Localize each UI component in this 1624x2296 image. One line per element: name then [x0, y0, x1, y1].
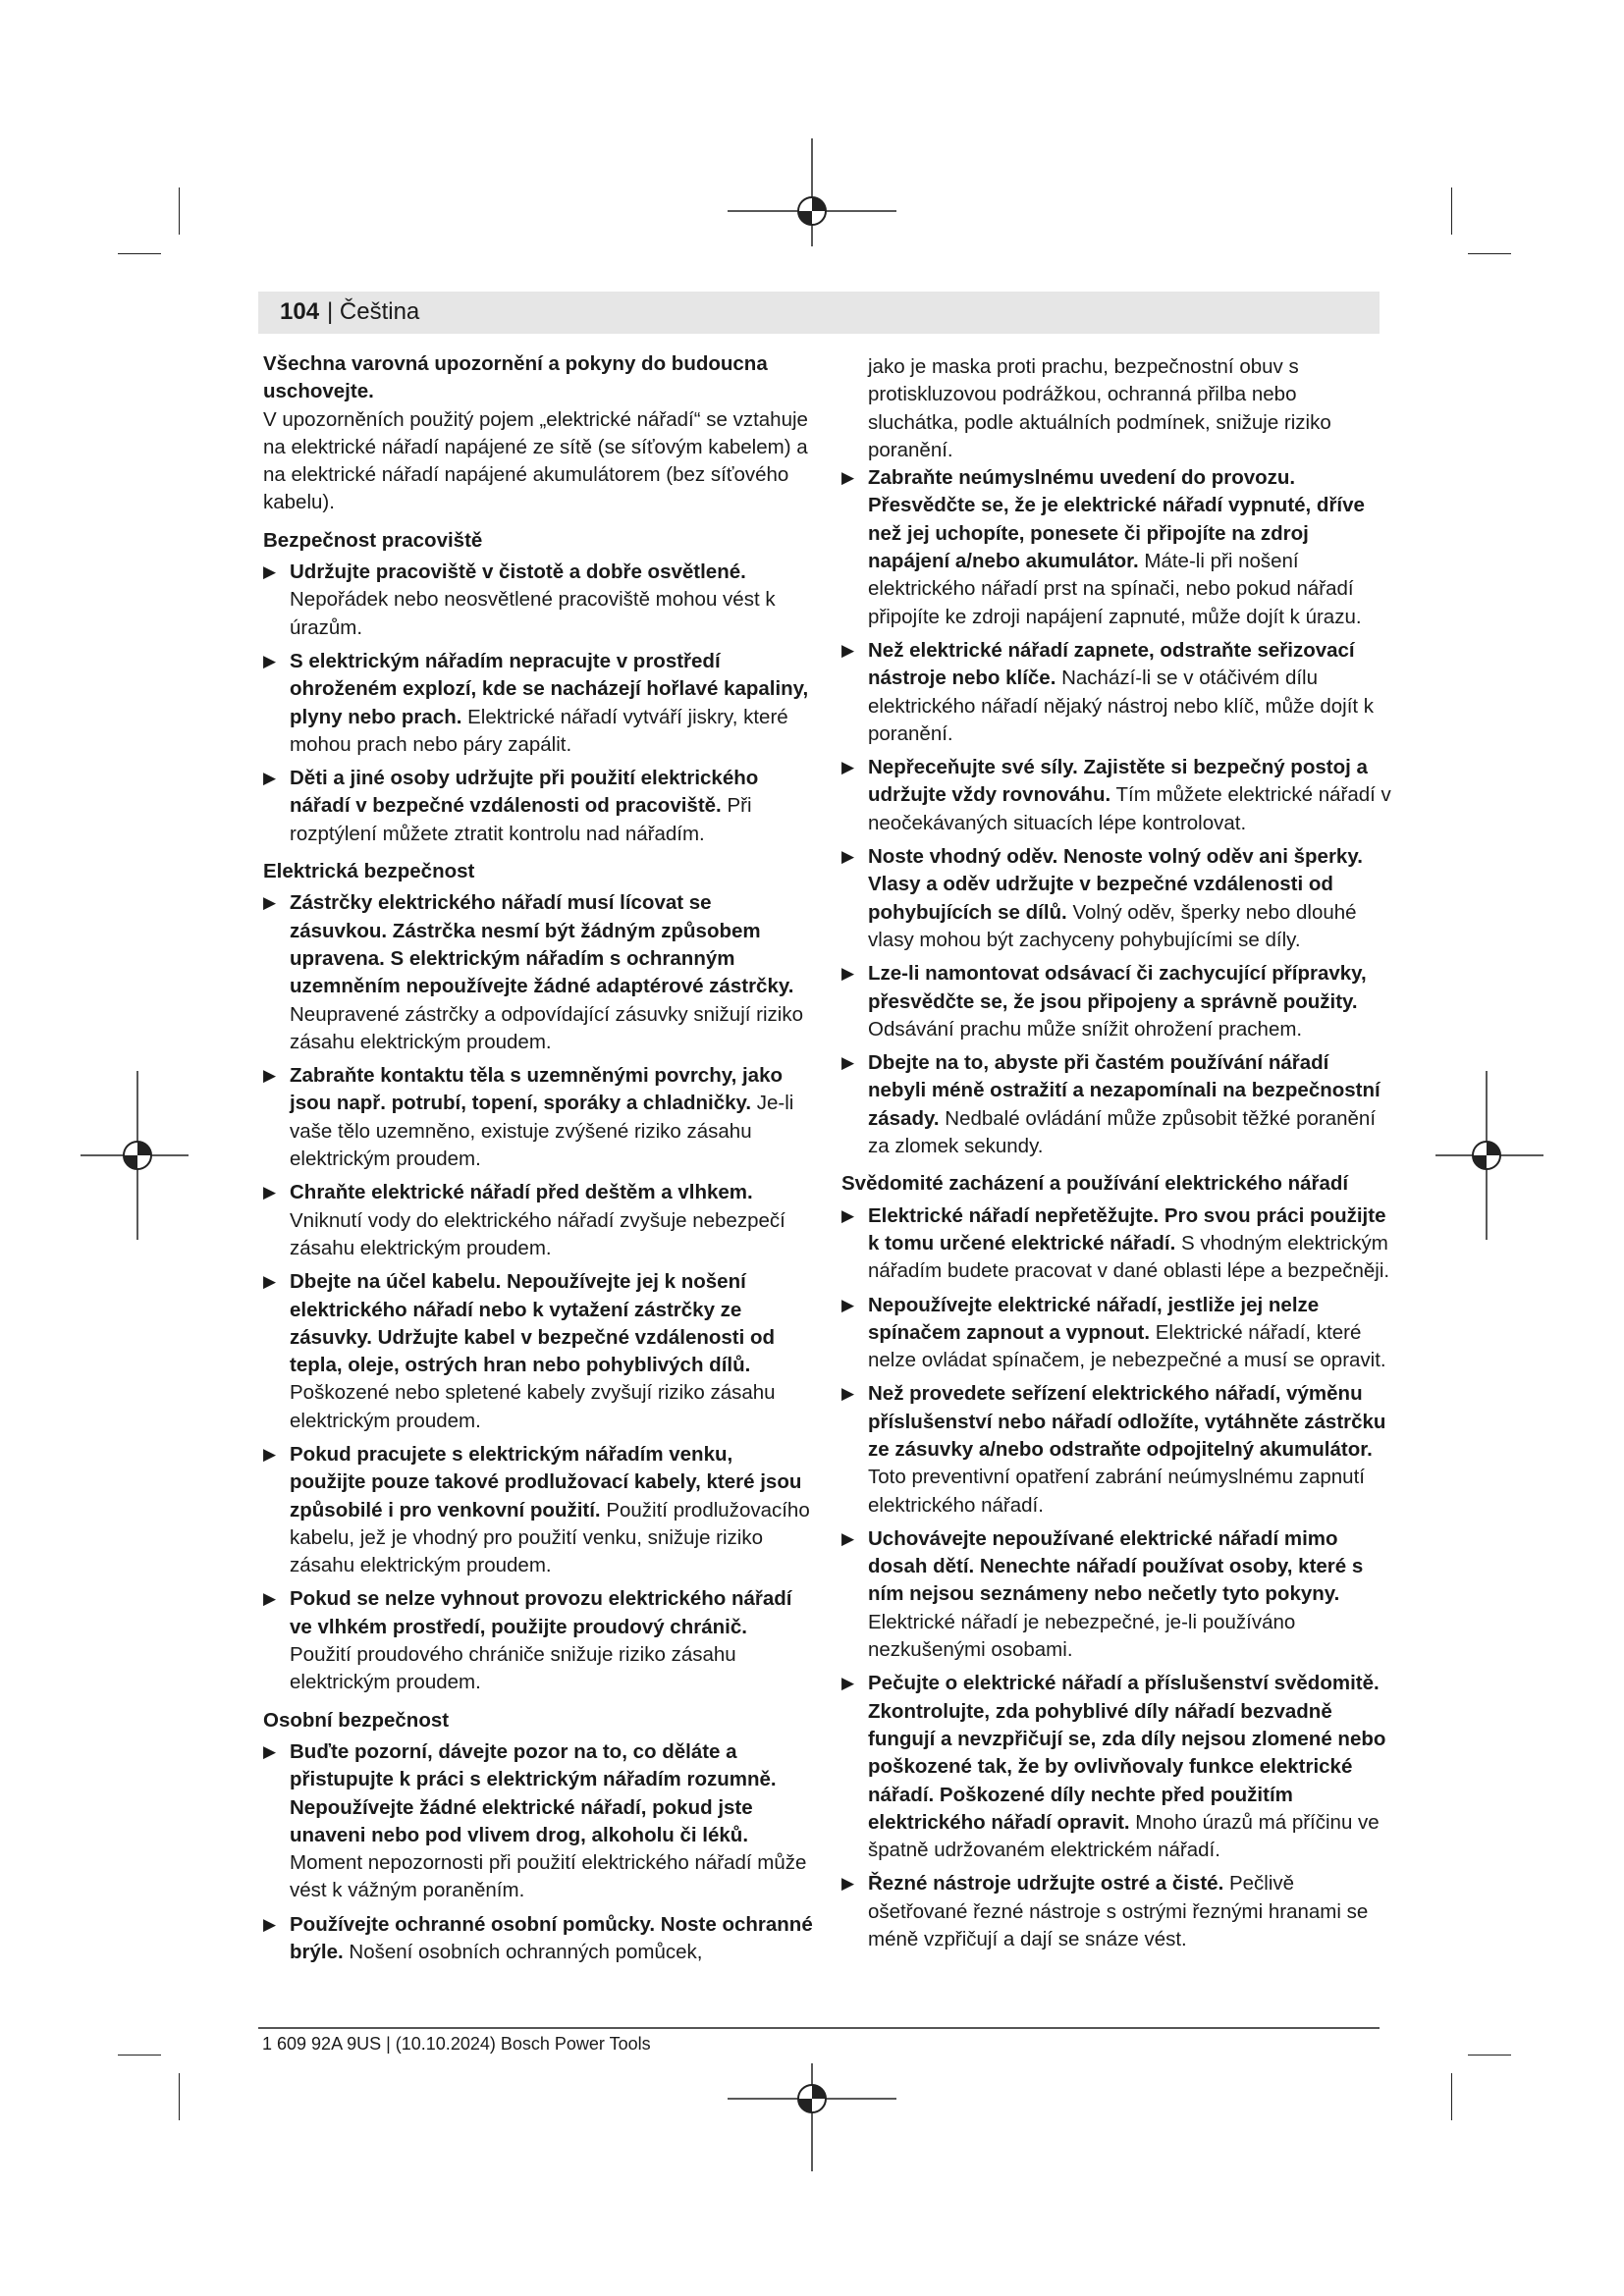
list-item: ▶ Pokud se nelze vyhnout provozu elektrického nářadí ve vlhkém prostředí, použijte proudový chránič. Použití proudového chrániče snižuje riziko zásahu elektrickým proudem. [263, 1587, 792, 1694]
list-item: ▶ Zabraňte kontaktu těla s uzemněnými povrchy, jako jsou např. potrubí, topení, sporáky a chladničky. Je-li vaše tělo uzemněno, existuje zvýšené riziko zásahu elektrickým proudem. [263, 1064, 794, 1171]
list-item: ▶ Udržujte pracoviště v čistotě a dobře osvětlené. Nepořádek nebo neosvětlené pracoviště mohou vést k úrazům. [263, 561, 776, 639]
crop-mark [179, 2073, 180, 2120]
arrow-bullet-icon: ▶ [263, 1183, 277, 1202]
arrow-bullet-icon: ▶ [841, 1874, 855, 1894]
page-language [327, 298, 419, 326]
registration-mark-bottom [728, 2063, 896, 2171]
list-item: ▶ Dbejte na to, abyste při častém používání nářadí nebyli méně ostražití a nezapomínali na bezpečnostní zásady. Nedbalé ovládání může způsobit těžké poranění za zlomek sekundy. [841, 1051, 1380, 1158]
list-item: ▶ Než elektrické nářadí zapnete, odstraňte seřizovací nástroje nebo klíče. Nachází-li se v otáčivém dílu elektrického nářadí nějaký nástroj nebo klíč, může dojít k poranění. [841, 638, 1375, 745]
list-item: ▶ Lze-li namontovat odsávací či zachycující přípravky, přesvědčte se, že jsou připojeny a správně použity. Odsávání prachu může snížit ohrožení prachem. [841, 962, 1367, 1041]
section-title-tool-use: Svědomité zacházení a používání elektrického nářadí [841, 1172, 1349, 1196]
arrow-bullet-icon: ▶ [263, 1066, 277, 1086]
language-label: Čeština [339, 298, 420, 325]
crop-mark [118, 2055, 161, 2056]
list-item: ▶ Uchovávejte nepoužívané elektrické nářadí mimo dosah dětí. Nenechte nářadí používat osoby, které s ním nejsou seznámeny nebo nečetly tyto pokyny. Elektrické nářadí je nebezpečné, je-li používáno nezkušenými osobami. [841, 1526, 1364, 1662]
arrow-bullet-icon: ▶ [841, 468, 855, 488]
continuation-text: jako je maska proti prachu, bezpečnostní obuv s protiskluzovou podrážkou, ochranná přilba nebo sluchátka, podle aktuálních podmínek, snižuje riziko poranění. [868, 355, 1331, 461]
arrow-bullet-icon: ▶ [841, 1674, 855, 1693]
arrow-bullet-icon: ▶ [263, 893, 277, 913]
list-item: ▶ Chraňte elektrické nářadí před deštěm a vlhkem. Vniknutí vody do elektrického nářadí zvyšuje nebezpečí zásahu elektrickým proudem. [263, 1181, 785, 1259]
registration-mark-right [1435, 1071, 1543, 1240]
arrow-bullet-icon: ▶ [841, 1053, 855, 1073]
section-title-workplace: Bezpečnost pracoviště [263, 528, 483, 552]
list-item: ▶ Než provedete seřízení elektrického nářadí, výměnu příslušenství nebo nářadí odložíte, vytáhněte zástrčku ze zásuvky a/nebo odstraňte odpojitelný akumulátor. Toto preventivní opatření zabrání neúmyslnému zapnutí elektrického nářadí. [841, 1382, 1386, 1517]
crop-mark [1468, 2055, 1511, 2056]
arrow-bullet-icon: ▶ [263, 1914, 277, 1934]
arrow-bullet-icon: ▶ [263, 562, 277, 582]
list-item: ▶ Pečujte o elektrické nářadí a příslušenství svědomitě. Zkontrolujte, zda pohyblivé díly nářadí bezvadně fungují a nevzpřičují se, zda díly nejsou zlomené nebo poškozené tak, že by ovlivňovaly funkce elektrické nářadí. Poškozené díly nechte před použitím elektrického nářadí opravit. Mnoho úrazů má příčinu ve špatně udržovaném elektrickém nářadí. [841, 1672, 1386, 1862]
arrow-bullet-icon: ▶ [263, 1741, 277, 1761]
section-title-personal: Osobní bezpečnost [263, 1708, 450, 1732]
arrow-bullet-icon: ▶ [841, 1295, 855, 1314]
footer-text: 1 609 92A 9US | (10.10.2024) Bosch Power Tools [262, 2034, 651, 2054]
registration-mark-left [81, 1071, 189, 1240]
arrow-bullet-icon: ▶ [263, 651, 277, 670]
intro-bold: Všechna varovná upozornění a pokyny do budoucna uschovejte. [263, 352, 768, 403]
list-item: ▶ Zabraňte neúmyslnému uvedení do provozu. Přesvědčte se, že je elektrické nářadí vypnuté, dříve než jej uchopíte, ponesete či připojíte na zdroj napájení a/nebo akumulátor. Máte-li při nošení elektrického nářadí prst na spínači, nebo pokud nářadí připojíte ke zdroji napájení zapnuté, může dojít k úrazu. [841, 466, 1365, 628]
crop-mark [1451, 187, 1452, 235]
right-column [841, 353, 1391, 1959]
arrow-bullet-icon: ▶ [841, 847, 855, 867]
left-column [263, 350, 813, 1972]
list-item: ▶ Elektrické nářadí nepřetěžujte. Pro svou práci použijte k tomu určené elektrické nářadí. S vhodným elektrickým nářadím budete pracovat v dané oblasti lépe a bezpečněji. [841, 1203, 1390, 1283]
arrow-bullet-icon: ▶ [841, 1528, 855, 1548]
list-item: ▶ Noste vhodný oděv. Nenoste volný oděv ani šperky. Vlasy a oděv udržujte v bezpečné vzdálenosti od pohybujících se dílů. Volný oděv, šperky nebo dlouhé vlasy mohou být zachyceny pohybujícími se díly. [841, 845, 1363, 951]
list-item: ▶ Buďte pozorní, dávejte pozor na to, co děláte a přistupujte k práci s elektrickým nářadím rozumně. Nepoužívejte žádné elektrické nářadí, pokud jste unaveni nebo pod vlivem drog, alkoholu či léků. Moment nepozornosti při použití elektrického nářadí může vést k vážným poraněním. [263, 1739, 807, 1902]
crop-mark [1451, 2073, 1452, 2120]
crop-mark [1468, 253, 1511, 254]
header-separator: | [327, 298, 334, 325]
footer-divider [258, 2027, 1380, 2029]
arrow-bullet-icon: ▶ [841, 758, 855, 777]
arrow-bullet-icon: ▶ [841, 964, 855, 984]
arrow-bullet-icon: ▶ [263, 1444, 277, 1464]
arrow-bullet-icon: ▶ [263, 1272, 277, 1292]
arrow-bullet-icon: ▶ [841, 1205, 855, 1225]
registration-mark-top [728, 138, 896, 246]
list-item: ▶ Nepřeceňujte své síly. Zajistěte si bezpečný postoj a udržujte vždy rovnováhu. Tím můžete elektrické nářadí v neočekávaných situacích lépe kontrolovat. [841, 756, 1391, 834]
arrow-bullet-icon: ▶ [263, 769, 277, 788]
list-item: ▶ Děti a jiné osoby udržujte při použití elektrického nářadí v bezpečné vzdálenosti od pracoviště. Při rozptýlení můžete ztratit kontrolu nad nářadím. [263, 767, 759, 845]
list-item: ▶ Řezné nástroje udržujte ostré a čisté. Pečlivě ošetřované řezné nástroje s ostrými řeznými hranami se méně vzpřičují a dají se snáze vést. [841, 1872, 1369, 1951]
intro-text: V upozorněních použitý pojem „elektrické nářadí“ se vztahuje na elektrické nářadí napájené ze sítě (se síťovým kabelem) a na elektrické nářadí napájené akumulátorem (bez síťového kabelu). [263, 407, 808, 514]
arrow-bullet-icon: ▶ [841, 1384, 855, 1404]
arrow-bullet-icon: ▶ [263, 1589, 277, 1609]
page-header [258, 292, 1380, 334]
list-item: ▶ Pokud pracujete s elektrickým nářadím venku, použijte pouze takové prodlužovací kabely, které jsou způsobilé i pro venkovní použití. Použití prodlužovacího kabelu, jež je vhodný pro použití venku, snižuje riziko zásahu elektrickým proudem. [263, 1442, 810, 1577]
list-item: ▶ Zástrčky elektrického nářadí musí lícovat se zásuvkou. Zástrčka nesmí být žádným způsobem upravena. S elektrickým nářadím s ochranným uzemněním nepoužívejte žádné adaptérové zástrčky. Neupravené zástrčky a odpovídající zásuvky snižují riziko zásahu elektrickým proudem. [263, 891, 803, 1053]
list-item: ▶ S elektrickým nářadím nepracujte v prostředí ohroženém explozí, kde se nacházejí hořlavé kapaliny, plyny nebo prach. Elektrické nářadí vytváří jiskry, které mohou prach nebo páry zapálit. [263, 649, 809, 756]
page-number: 104 [280, 298, 320, 325]
list-item: ▶ Dbejte na účel kabelu. Nepoužívejte jej k nošení elektrického nářadí nebo k vytažení zástrčky ze zásuvky. Udržujte kabel v bezpečné vzdálenosti od tepla, oleje, ostrých hran nebo pohyblivých dílů. Poškozené nebo spletené kabely zvyšují riziko zásahu elektrickým proudem. [263, 1270, 776, 1432]
section-title-electrical: Elektrická bezpečnost [263, 860, 475, 883]
arrow-bullet-icon: ▶ [841, 640, 855, 660]
crop-mark [179, 187, 180, 235]
crop-mark [118, 253, 161, 254]
list-item: ▶ Používejte ochranné osobní pomůcky. Noste ochranné brýle. Nošení osobních ochranných pomůcek, [263, 1912, 813, 1964]
list-item: ▶ Nepoužívejte elektrické nářadí, jestliže jej nelze spínačem zapnout a vypnout. Elektrické nářadí, které nelze ovládat spínačem, je nebezpečné a musí se opravit. [841, 1293, 1386, 1372]
